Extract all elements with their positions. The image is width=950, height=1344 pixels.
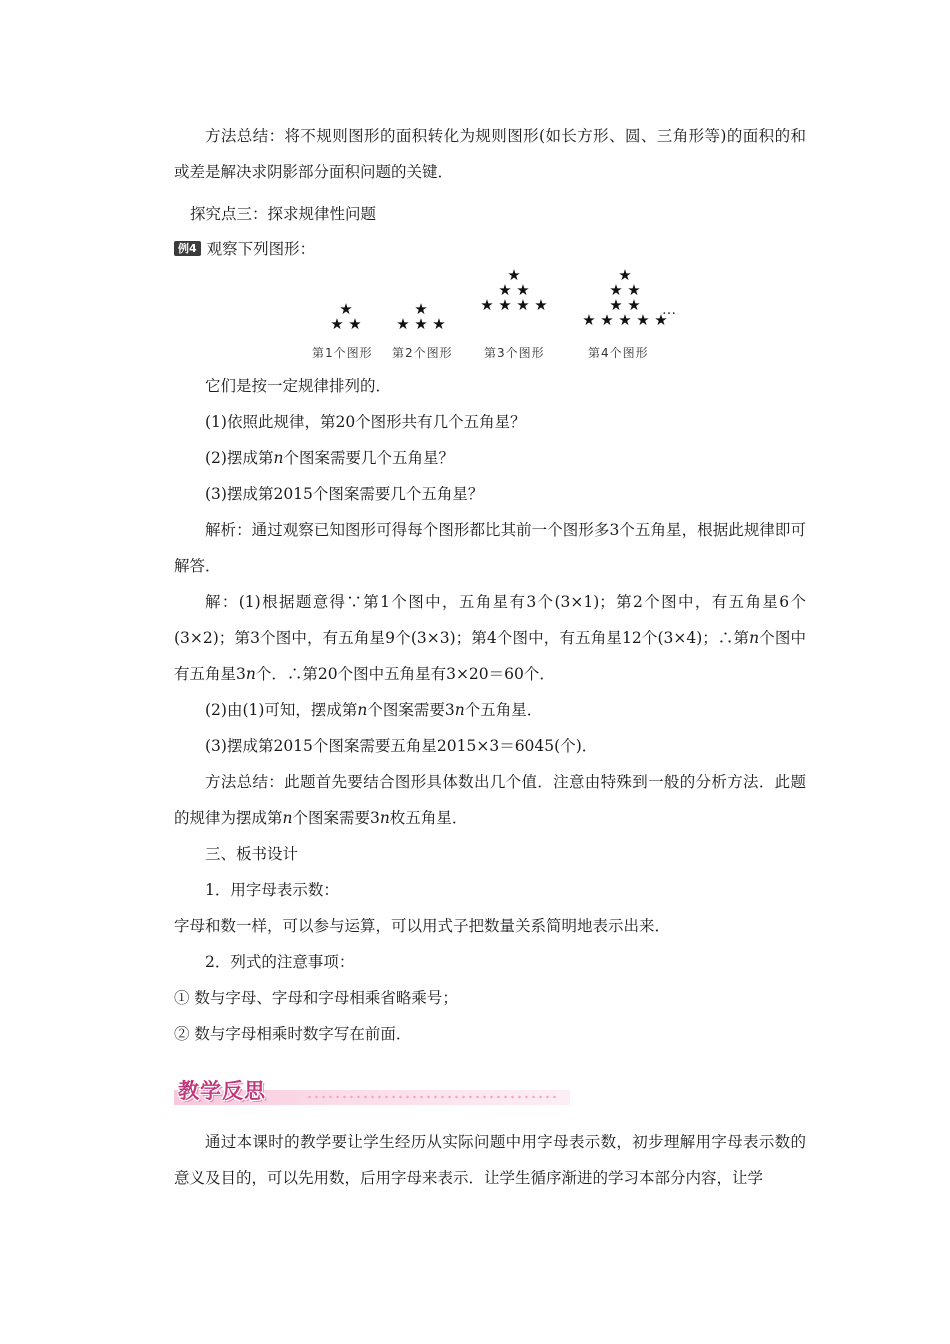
star-icon: ★: [609, 296, 623, 314]
teaching-reflection-banner: [174, 1074, 570, 1108]
star-icon: ★: [480, 296, 494, 314]
analysis: 解析：通过观察已知图形可得每个图形都比其前一个图形多3个五角星，根据此规律即可解答．: [174, 521, 806, 575]
star-icon: ★: [618, 266, 632, 284]
star-icon: ★: [609, 281, 623, 299]
section-3-heading: 探究点三：探求规律性问题: [190, 205, 377, 223]
star-icon: ★: [534, 296, 548, 314]
figure-4-caption: 第4个图形: [588, 346, 649, 360]
star-icon: ★: [636, 311, 650, 329]
figure-2-caption: 第2个图形: [392, 346, 453, 360]
star-icon: ★: [498, 281, 512, 299]
solution-part-2: (2)由(1)可知，摆成第n个图案需要3n个五角星．: [205, 701, 543, 719]
example-badge: 例4: [174, 241, 201, 256]
star-icon: ★: [432, 315, 446, 333]
reflection-text: 通过本课时的教学要让学生经历从实际问题中用字母表示数，初步理解用字母表示数的意义及目的，可以先用数，后用字母来表示．让学生循序渐进的学习本部分内容，让学: [174, 1133, 806, 1187]
method-summary-1: 方法总结：将不规则图形的面积转化为规则图形(如长方形、圆、三角形等)的面积的和或差是解决求阴影部分面积问题的关键．: [174, 127, 806, 181]
solution-part-1: 解：(1)根据题意得∵第1个图中，五角星有3个(3×1)；第2个图中，有五角星6个(3×2)；第3个图中，有五角星9个(3×3)；第4个图中，有五角星12个(3×4)；∴第n个图中有五角星3n个．∴第20个图中五角星有3×20＝60个．: [174, 593, 806, 683]
board-item-2-point-1: ① 数与字母、字母和字母相乘省略乘号；: [174, 989, 458, 1007]
board-item-2-point-2: ② 数与字母相乘时数字写在前面．: [174, 1025, 412, 1043]
star-icon: ★: [498, 296, 512, 314]
star-icon: ★: [516, 281, 530, 299]
star-icon: ★: [618, 311, 632, 329]
star-icon: ★: [600, 311, 614, 329]
star-row: [326, 317, 366, 332]
star-row: [478, 298, 550, 313]
star-icon: ★: [396, 315, 410, 333]
star-row: [478, 268, 550, 283]
star-icon: ★: [339, 300, 353, 318]
figure-3-caption: 第3个图形: [484, 346, 545, 360]
solution-part-3: (3)摆成第2015个图案需要五角星2015×3＝6045(个)．: [205, 737, 598, 755]
board-item-1-text: 字母和数一样，可以参与运算，可以用式子把数量关系简明地表示出来．: [174, 917, 671, 935]
star-row: [580, 268, 670, 283]
star-icon: ★: [627, 296, 641, 314]
star-icon: ★: [507, 266, 521, 284]
star-icon: ★: [516, 296, 530, 314]
star-icon: ★: [414, 315, 428, 333]
question-2: (2)摆成第n个图案需要几个五角星？: [205, 449, 454, 467]
arranged-note: 它们是按一定规律排列的．: [205, 377, 392, 395]
star-icon: ★: [627, 281, 641, 299]
board-design-heading: 三、板书设计: [205, 845, 299, 863]
figure-2: [394, 302, 448, 332]
star-icon: ★: [330, 315, 344, 333]
star-row: [580, 283, 670, 298]
board-item-2-title: 2．列式的注意事项：: [205, 953, 355, 971]
star-pattern-figure: [300, 268, 700, 368]
figure-1-caption: 第1个图形: [312, 346, 373, 360]
star-row: [580, 313, 670, 328]
star-row: [394, 317, 448, 332]
star-icon: ★: [582, 311, 596, 329]
question-3: (3)摆成第2015个图案需要几个五角星？: [205, 485, 484, 503]
figure-ellipsis: …: [662, 302, 676, 318]
star-icon: ★: [348, 315, 362, 333]
banner-title: 教学反思: [178, 1079, 266, 1103]
example-4-prompt-line: [174, 231, 315, 267]
star-icon: ★: [654, 311, 668, 329]
question-1: (1)依照此规律，第20个图形共有几个五角星？: [205, 413, 526, 431]
figure-4: [580, 268, 670, 328]
star-icon: ★: [414, 300, 428, 318]
example-prompt: 观察下列图形：: [206, 240, 316, 258]
figure-3: [478, 268, 550, 313]
board-item-1-title: 1．用字母表示数：: [205, 881, 339, 899]
banner-dots: [306, 1095, 556, 1099]
figure-1: [326, 302, 366, 332]
method-summary-2: 方法总结：此题首先要结合图形具体数出几个值．注意由特殊到一般的分析方法．此题的规律为摆成第n个图案需要3n枚五角星．: [174, 773, 806, 827]
